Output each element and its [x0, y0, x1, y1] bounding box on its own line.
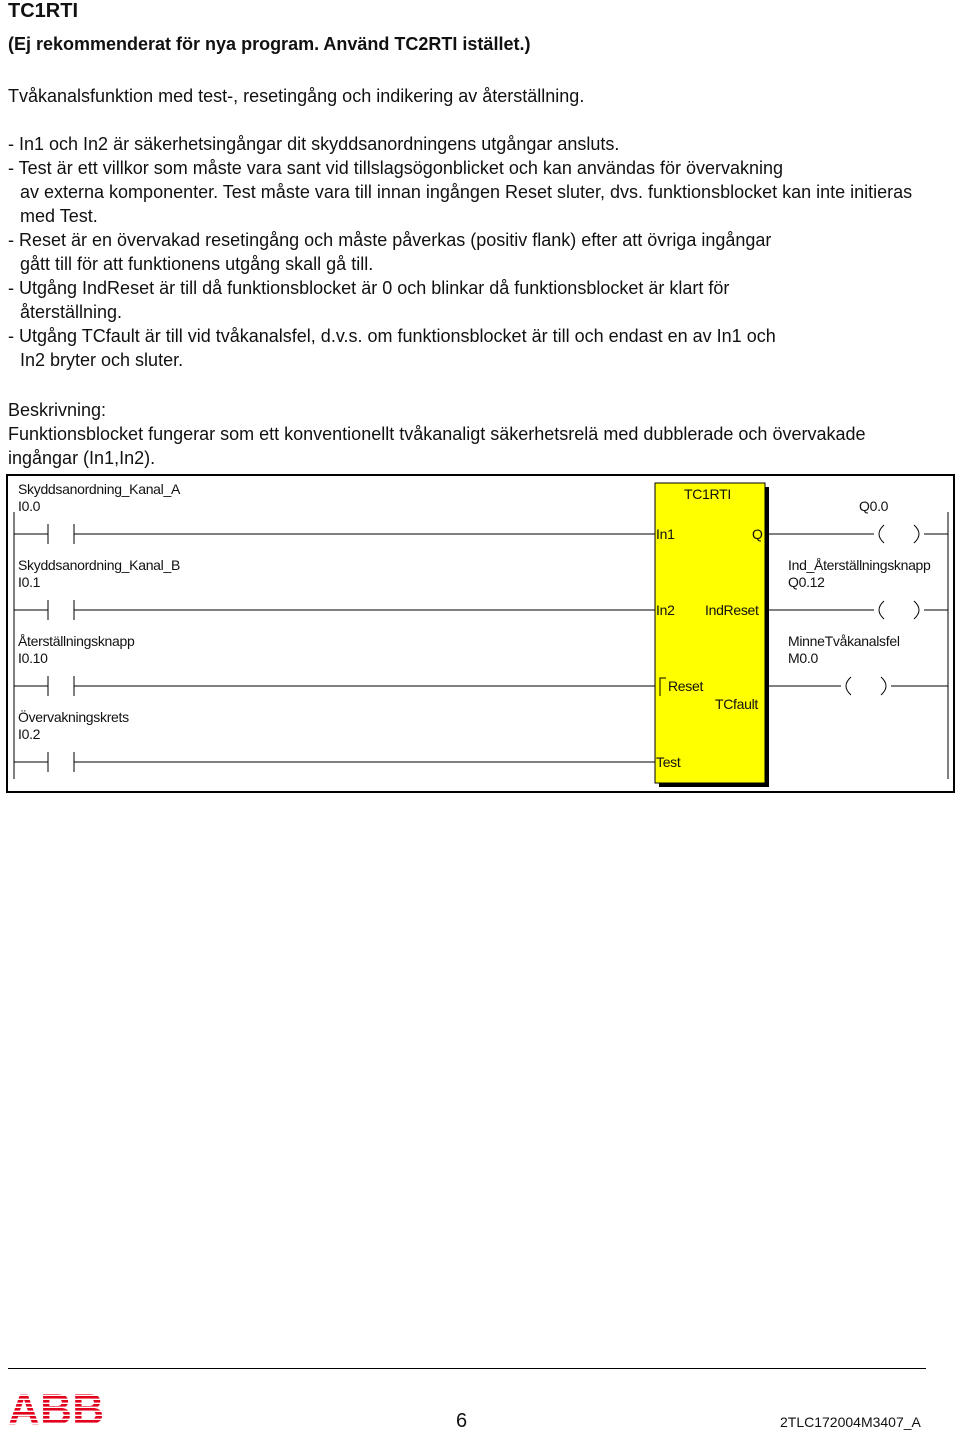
coil-q00: [765, 525, 948, 543]
footer-divider: [8, 1368, 926, 1369]
output-address: Q0.0: [859, 498, 889, 514]
page-number: 6: [456, 1410, 468, 1432]
bullet-line: - Utgång TCfault är till vid tvåkanalsfel, d.v.s. om funktionsblocket är till och endast en av In1 och: [8, 326, 776, 346]
document-reference: 2TLC172004M3407_A: [780, 1414, 921, 1430]
input-address: I0.0: [18, 498, 41, 514]
input-name: Skyddsanordning_Kanal_B: [18, 557, 181, 573]
contact-kanal-a: [14, 524, 656, 544]
pin-in1: In1: [656, 526, 675, 542]
deprecation-note: (Ej rekommenderat för nya program. Använd TC2RTI istället.): [8, 34, 531, 54]
svg-text:ABB: ABB: [8, 1388, 102, 1428]
page-title: TC1RTI: [8, 0, 78, 22]
description-heading: Beskrivning:: [8, 400, 107, 420]
pin-test: Test: [656, 754, 681, 770]
summary-text: Tvåkanalsfunktion med test-, resetingång och indikering av återställning.: [8, 86, 585, 106]
output-name: MinneTvåkanalsfel: [788, 633, 900, 649]
input-address: I0.2: [18, 726, 41, 742]
abb-logo: [8, 1388, 104, 1433]
bullet-test: [8, 156, 928, 228]
pin-in2: In2: [656, 602, 675, 618]
bullet-in1-in2: [8, 132, 928, 156]
output-name: Ind_Återställningsknapp: [788, 557, 931, 573]
pin-q: Q: [752, 526, 763, 542]
bullet-tcfault: [8, 324, 928, 372]
bullet-reset: [8, 228, 928, 276]
bullet-continuation: av externa komponenter. Test måste vara till innan ingången Reset sluter, dvs. funktionsblocket kan inte initieras med Test.: [20, 182, 913, 226]
input-name: Övervakningskrets: [18, 709, 129, 725]
description-text: Funktionsblocket fungerar som ett konventionellt tvåkanaligt säkerhetsrelä med dubblerade och övervakade ingångar (In1,In2).: [8, 424, 866, 468]
bullet-line: - Reset är en övervakad resetingång och måste påverkas (positiv flank) efter att övriga ingångar: [8, 230, 772, 250]
pin-indreset: IndReset: [705, 602, 759, 618]
bullet-continuation: gått till för att funktionens utgång skall gå till.: [20, 254, 374, 274]
bullet-indreset: [8, 276, 928, 324]
block-title: TC1RTI: [684, 486, 731, 502]
contact-kanal-b: [14, 600, 656, 620]
bullet-line: - Utgång IndReset är till då funktionsblocket är 0 och blinkar då funktionsblocket är klart för: [8, 278, 730, 298]
coil-q012: [765, 601, 948, 619]
pin-reset: Reset: [668, 678, 704, 694]
contact-aterstallningsknapp: [14, 676, 656, 696]
input-address: I0.10: [18, 650, 48, 666]
bullet-continuation: återställning.: [20, 302, 123, 322]
bullet-line: - In1 och In2 är säkerhetsingångar dit skyddsanordningens utgångar ansluts.: [8, 134, 620, 154]
contact-overvakningskrets: [14, 752, 656, 772]
output-address: M0.0: [788, 650, 818, 666]
input-address: I0.1: [18, 574, 41, 590]
bullet-line: - Test är ett villkor som måste vara sant vid tillslagsögonblicket och kan användas för övervakning: [8, 158, 784, 178]
input-name: Återställningsknapp: [18, 633, 135, 649]
ladder-diagram: [6, 474, 956, 794]
bullet-continuation: In2 bryter och sluter.: [20, 350, 184, 370]
output-address: Q0.12: [788, 574, 825, 590]
input-name: Skyddsanordning_Kanal_A: [18, 481, 181, 497]
pin-tcfault: TCfault: [715, 696, 759, 712]
coil-m00: [765, 677, 948, 695]
